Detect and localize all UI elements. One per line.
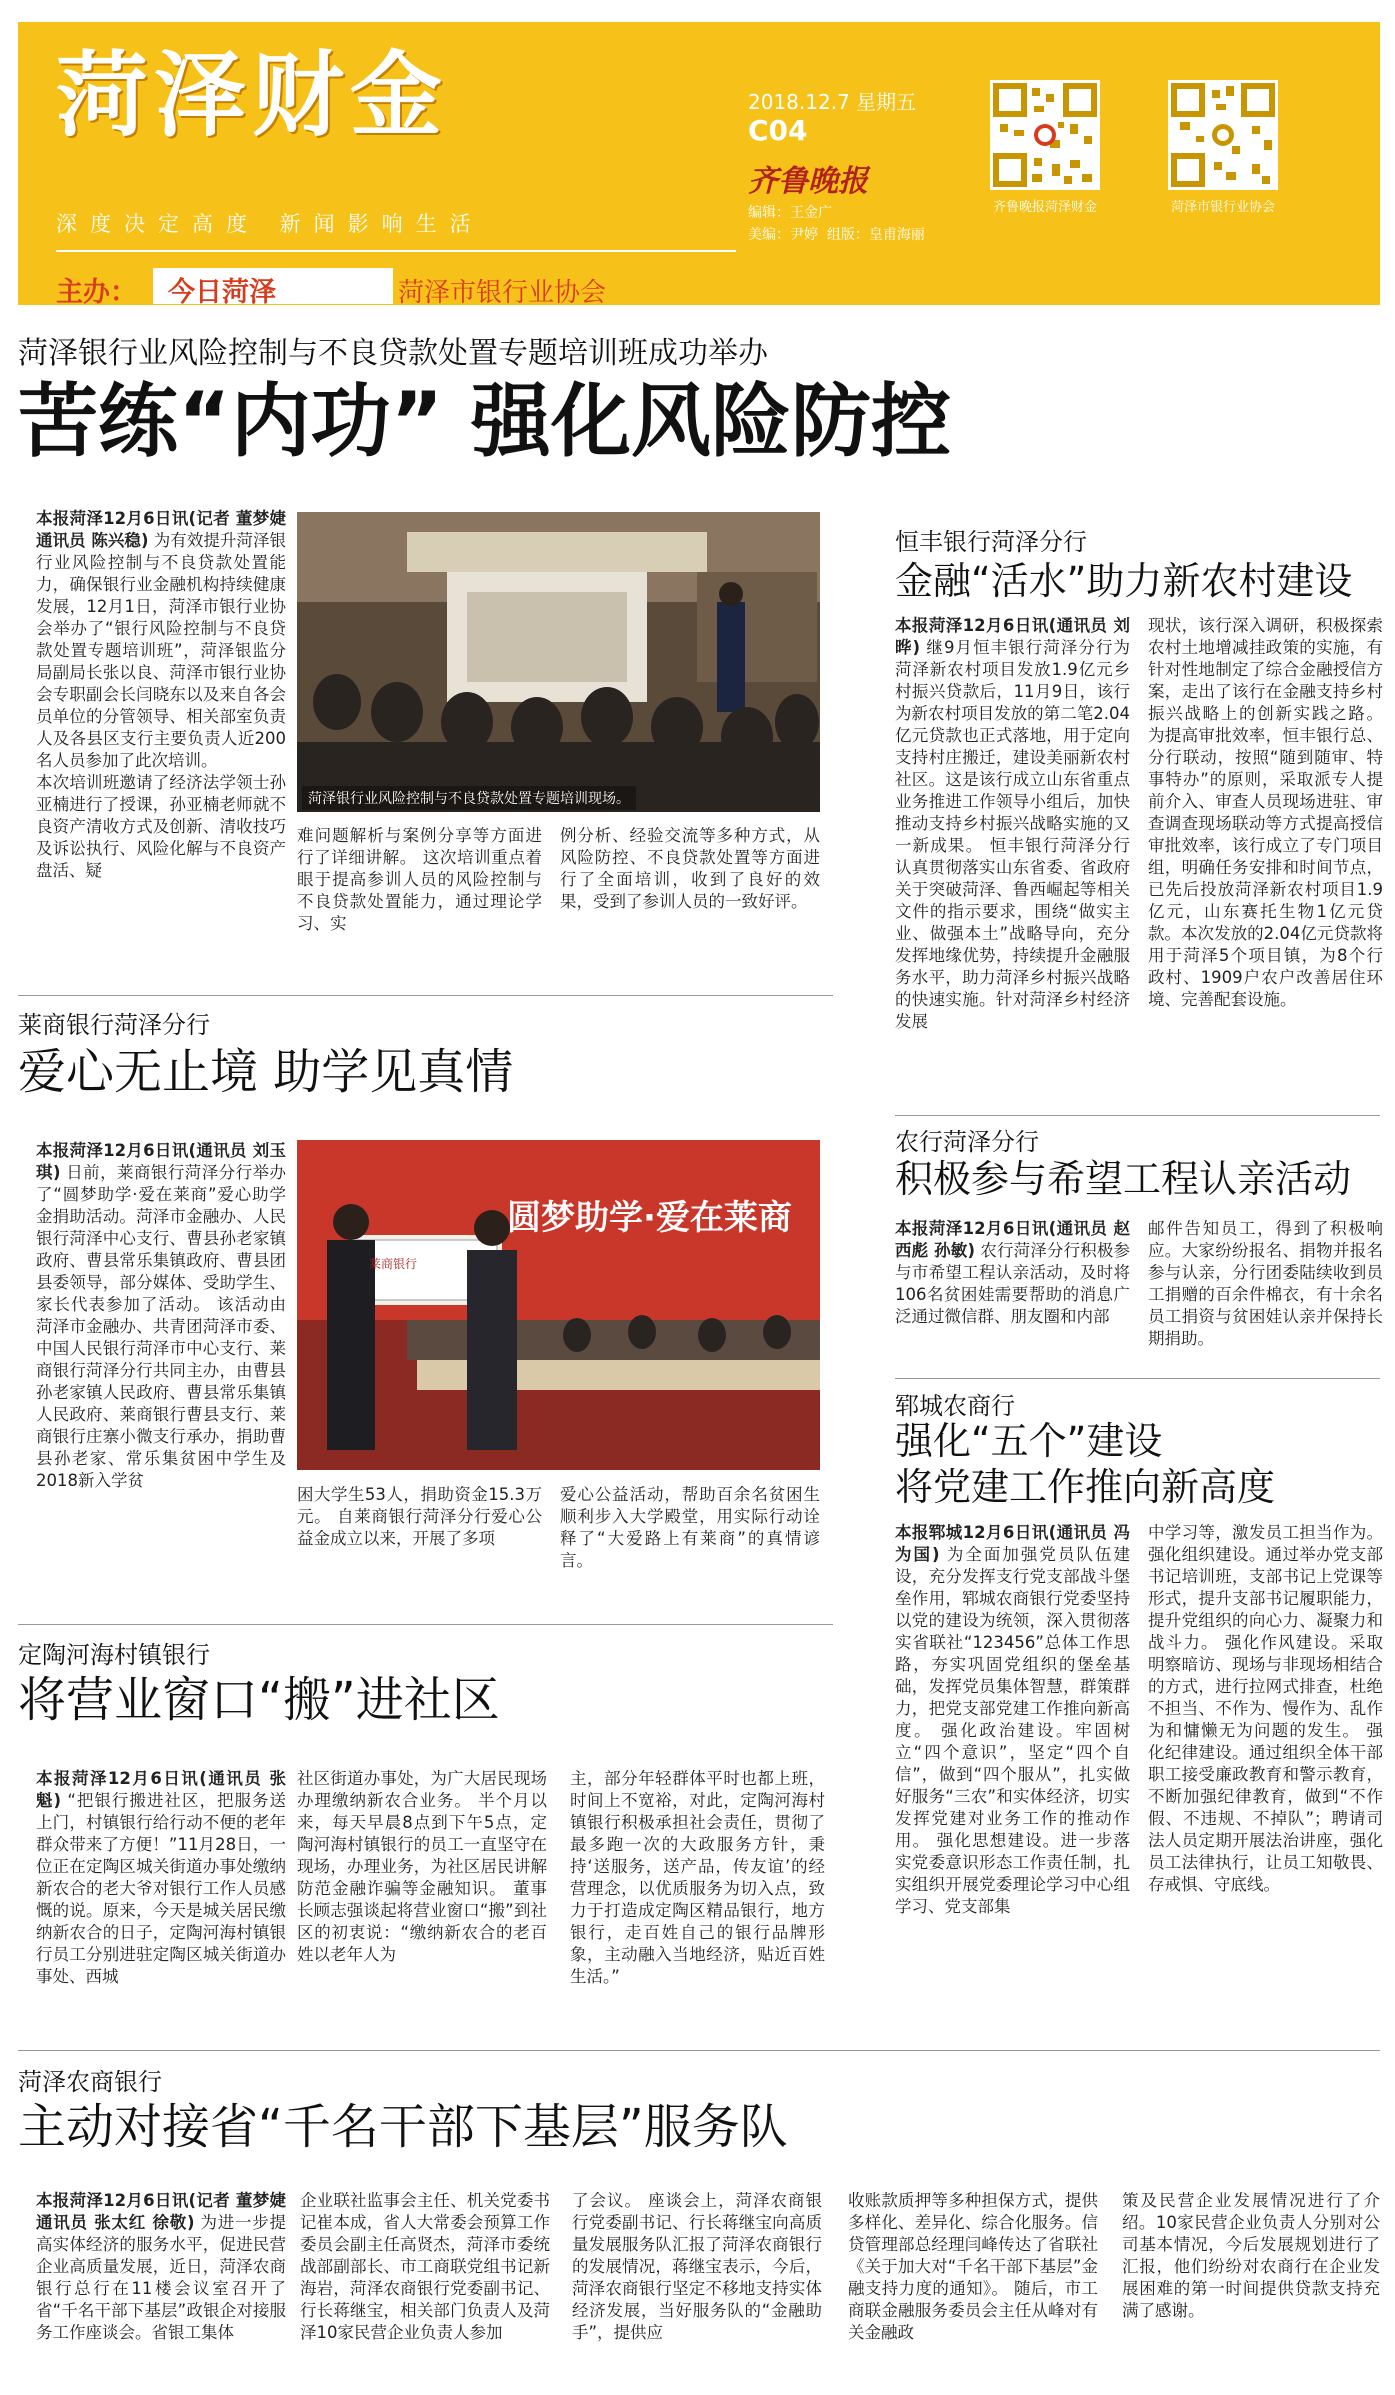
- hengfeng-body-col1: [895, 615, 1130, 1033]
- juncheng-body-col2: 中学习等，激发员工担当作为。 强化组织建设。通过举办党支部书记培训班，支部书记上党课等形式，提升支部书记履职能力，提升党组织的向心力、凝聚力和战斗力。 强化作风建设。采取明察暗访、现场与非现场相结合的方式，进行拉网式排查，杜绝不担当、不作为、慢作为、乱作为和慵懒无为问题的发生。 强化纪律建设。通过组织全体干部职工接受廉政教育和警示教育，不断加强纪律教育，做到“不作假、不违规、不掉队”；聘请司法人员定期开展法治讲座，强化员工法律执行，让员工知敬畏、存戒惧、守底线。: [1148, 1523, 1383, 1894]
- lead-body-2: 本次培训班邀请了经济法学领士孙亚楠进行了授课，孙亚楠老师就不良资产清收方式及创新、清收技巧及诉讼执行、风险化解与不良资产盘活、疑: [36, 773, 286, 880]
- dingtao-body-1: “把银行搬进社区，把服务送上门，村镇银行给行动不便的老年群众带来了方便！”11月28日，一位正在定陶区城关街道办事处缴纳新农合的老大爷对银行工作人员感慨的说。原来，今天是城关居民缴纳新农合的日子，定陶河海村镇银行员工分别进驻定陶区城关街道办事处、西城: [36, 1791, 286, 1986]
- dingtao-body-col3: 主，部分年轻群体平时也都上班，时间上不宽裕，对此，定陶河海村镇银行积极承担社会责任，贯彻了最多跑一次的大政服务方针，秉持‘送服务，送产品，传友谊’的经营理念，以优质服务为切入点，致力于打造成定陶区精品银行，地方银行，走百姓自己的银行品牌形象，主动融入当地经济，贴近百姓生活。”: [570, 1769, 825, 1986]
- juncheng-kicker: 郓城农商行: [895, 1392, 1015, 1420]
- designer-credit: [748, 224, 925, 244]
- laishang-body-col1: [36, 1140, 286, 1492]
- abc-kicker: 农行菏泽分行: [895, 1128, 1039, 1156]
- heze-rcb-body-col2: 企业联社监事会主任、机关党委书记崔本成，省人大常委会预算工作委员会副主任高贤杰，菏泽市委统战部副部长、市工商联党组书记新海岩，菏泽农商银行党委副书记、行长蒋继宝，相关部门负责人及菏泽10家民营企业负责人参加: [300, 2191, 550, 2342]
- proof-name: 组版：皇甫海丽: [826, 227, 925, 243]
- lead-headline: 苦练“内功” 强化风险防控: [18, 375, 952, 468]
- lead-photo: [297, 512, 820, 812]
- laishang-body-col3: 爱心公益活动，帮助百余名贫困生顺利步入大学殿堂，用实际行动诠释了“大爱路上有莱商”的真情谚言。: [560, 1485, 820, 1570]
- designer-name: 美编：尹婷: [748, 227, 818, 243]
- host-label: 主办：: [56, 277, 137, 308]
- lead-body-col2: 难问题解析与案例分享等方面进行了详细讲解。 这次培训重点着眼于提高参训人员的风险控制与不良贷款处置能力，通过理论学习、实: [297, 826, 542, 933]
- laishang-banner-text: 圆梦助学·爱在莱商: [507, 1198, 792, 1238]
- section-divider: [18, 1624, 833, 1625]
- dingtao-body-col1: [36, 1768, 286, 1988]
- heze-rcb-byline: 本报菏泽12月6日讯(记者 董梦婕 通讯员 张太红 徐敬): [36, 2191, 286, 2232]
- masthead-motto: 深度决定高度 新闻影响生活: [56, 212, 484, 236]
- dingtao-headline: 将营业窗口“搬”进社区: [18, 1672, 500, 1728]
- laishang-body-col2: 困大学生53人，捐助资金15.3万元。 自莱商银行菏泽分行爱心公益金成立以来，开展了多项: [297, 1485, 542, 1548]
- abc-body-col2: 邮件告知员工，得到了积极响应。大家纷纷报名、捐物并报名参与认亲，分行团委陆续收到员工捐赠的百余件棉衣，有十余名员工捐资与贫困娃认亲并保持长期捐助。: [1148, 1219, 1383, 1348]
- heze-rcb-headline: 主动对接省“千名干部下基层”服务队: [18, 2099, 788, 2155]
- issue-date: 2018.12.7 星期五: [748, 90, 917, 114]
- abc-byline: 本报菏泽12月6日讯(通讯员 赵西彪 孙敏): [895, 1219, 1130, 1260]
- juncheng-headline-2: 将党建工作推向新高度: [895, 1465, 1276, 1509]
- section-divider: [895, 1115, 1380, 1116]
- qr-code-1[interactable]: [990, 80, 1100, 220]
- qr-caption-2: 菏泽市银行业协会: [1170, 200, 1275, 215]
- lead-byline: 本报菏泽12月6日讯(记者 董梦婕 通讯员 陈兴稳): [36, 509, 286, 550]
- qr-code-icon: [1168, 80, 1278, 190]
- laishang-check-text: 莱商银行: [369, 1257, 418, 1271]
- juncheng-body-col1: [895, 1522, 1130, 1918]
- laishang-headline: 爱心无止境 助学见真情: [18, 1044, 514, 1100]
- editor-credit: 编辑：王金广: [748, 205, 832, 221]
- abc-body-1: 农行菏泽分行积极参与市希望工程认亲活动，及时将106名贫困娃需要帮助的消息广泛通过微信群、朋友圈和内部: [895, 1241, 1130, 1326]
- heze-rcb-body-1: 为进一步提高实体经济的服务水平，促进民营企业高质量发展，近日，菏泽农商银行总行在11楼会议室召开了省“千名干部下基层”政银企对接服务工作座谈会。省银工集体: [36, 2213, 287, 2342]
- dingtao-kicker: 定陶河海村镇银行: [18, 1641, 210, 1669]
- heze-rcb-kicker: 菏泽农商银行: [18, 2068, 162, 2096]
- hengfeng-body-col2: 现状，该行深入调研，积极探索农村土地增减挂政策的实施，有针对性地制定了综合金融授信方案，走出了该行在金融支持乡村振兴战略上的创新实践之路。 为提高审批效率，恒丰银行总、分行联动，按照“随到随审、特事特办”的原则，采取派专人提前介入、审查人员现场进驻、审查调查现场联动等方式提高授信审批效率，该行成立了专门项目组，明确任务安排和时间节点，已先后投放菏泽新农村项目1.9亿元，山东赛托生物1亿元贷款。本次发放的2.04亿元贷款将用于菏泽5个项目镇，为8个行政村、1909户农户改善居住环境、完善配套设施。: [1148, 616, 1383, 1009]
- lead-kicker: 菏泽银行业风险控制与不良贷款处置专题培训班成功举办: [18, 336, 768, 371]
- dingtao-body-col2: 社区街道办事处，为广大居民现场办理缴纳新农合业务。 半个月以来，每天早晨8点到下午5点，定陶河海村镇银行的员工一直坚守在现场，办理业务，为社区居民讲解防范金融诈骗等金融知识。 董事长顾志强谈起将营业窗口“搬”到社区的初衷说：“缴纳新农合的老百姓以老年人为: [297, 1769, 547, 1964]
- lead-body-1: 为有效提升菏泽银行业风险控制与不良贷款处置能力，确保银行业金融机构持续健康发展，12月1日，菏泽市银行业协会举办了“银行风险控制与不良贷款处置专题培训班”，菏泽银监分局副局长张以良、菏泽市银行业协会专职副会长闫晓东以及来自各会员单位的分管领导、相关部室负责人及各县区支行主要负责人近200名人员参加了此次培训。: [36, 531, 286, 770]
- laishang-byline: 本报菏泽12月6日讯(通讯员 刘玉琪): [36, 1141, 286, 1182]
- heze-rcb-body-col5: 策及民营企业发展情况进行了介绍。10家民营企业负责人分别对公司基本情况，今后发展规划进行了汇报，他们纷纷对农商行在企业发展困难的第一时间提供贷款支持充满了感谢。: [1122, 2191, 1380, 2320]
- hengfeng-body-1: 继9月恒丰银行菏泽分行为菏泽新农村项目发放1.9亿元乡村振兴贷款后，11月9日，该行为新农村项目发放的第二笔2.04亿元贷款也正式落地，用于定向支持村庄搬迁，建设美丽新农村社区。这是该行成立山东省重点业务推进工作领导小组后，加快推动支持乡村振兴战略实施的又一新成果。 恒丰银行菏泽分行认真贯彻落实山东省委、省政府关于突破菏泽、鲁西崛起等相关文件的指示要求，围绕“做实主业、做强本土”战略导向，充分发挥地缘优势，持续提升金融服务水平，助力菏泽乡村振兴战略的快速实施。针对菏泽乡村经济发展: [895, 638, 1131, 1031]
- juncheng-headline-1: 强化“五个”建设: [895, 1419, 1163, 1463]
- masthead: [18, 22, 1380, 308]
- laishang-body-1: 日前，莱商银行菏泽分行举办了“圆梦助学·爱在莱商”爱心助学金捐助活动。菏泽市金融办、人民银行菏泽中心支行、曹县孙老家镇政府、曹县常乐集镇政府、曹县团县委领导，部分媒体、受助学生、家长代表参加了活动。 该活动由菏泽市金融办、共青团菏泽市委、中国人民银行菏泽市中心支行、莱商银行菏泽分行共同主办，由曹县孙老家镇人民政府、曹县常乐集镇人民政府、莱商银行曹县支行、莱商银行庄寨小微支行承办，捐助曹县孙老家、常乐集贫困中学生及2018新入学贫: [36, 1163, 287, 1490]
- paper-logo: 齐鲁晚报: [748, 164, 868, 199]
- masthead-divider: [56, 250, 736, 252]
- juncheng-byline: 本报郓城12月6日讯(通讯员 冯为国): [895, 1523, 1130, 1564]
- heze-rcb-body-col1: [36, 2190, 286, 2344]
- masthead-title: 菏泽财金: [56, 42, 449, 149]
- lead-body-col3: 例分析、经验交流等多种方式，从风险防控、不良贷款处置等方面进行了全面培训，收到了良好的效果，受到了参训人员的一致好评。: [560, 826, 820, 911]
- section-divider: [895, 1378, 1380, 1379]
- lead-photo-caption: 菏泽银行业风险控制与不良贷款处置专题培训现场。: [302, 786, 636, 810]
- qr-code-2[interactable]: [1168, 80, 1278, 220]
- section-divider: [18, 2050, 1380, 2051]
- heze-rcb-body-col4: 收账款质押等多种担保方式，提供多样化、差异化、综合化服务。信贷管理部总经理闫峰传达了省联社《关于加大对“千名干部下基层”金融支持力度的通知》。 随后，市工商联金融服务委员会主任从峰对有关金融政: [848, 2191, 1098, 2342]
- abc-headline: 积极参与希望工程认亲活动: [895, 1157, 1352, 1201]
- laishang-photo: [297, 1140, 820, 1470]
- hengfeng-kicker: 恒丰银行菏泽分行: [895, 528, 1087, 556]
- host-today-heze: 今日菏泽: [168, 277, 276, 308]
- abc-body-col1: [895, 1218, 1130, 1328]
- dingtao-byline: 本报菏泽12月6日讯(通讯员 张魁): [36, 1769, 286, 1810]
- qr-caption-1: 齐鲁晚报菏泽财金: [992, 200, 1097, 215]
- laishang-kicker: 莱商银行菏泽分行: [18, 1011, 210, 1039]
- lead-body-col1: [36, 508, 286, 882]
- qr-code-icon: [990, 80, 1100, 190]
- section-divider: [18, 995, 833, 996]
- heze-rcb-body-col3: 了会议。 座谈会上，菏泽农商银行党委副书记、行长蒋继宝向高质量发展服务队汇报了菏泽农商银行的发展情况，蒋继宝表示，今后，菏泽农商银行坚定不移地支持实体经济发展，当好服务队的“金融助手”，提供应: [572, 2191, 822, 2342]
- hengfeng-headline: 金融“活水”助力新农村建设: [895, 559, 1353, 603]
- host-bank-association: 菏泽市银行业协会: [398, 278, 607, 308]
- page-number: C04: [748, 114, 808, 147]
- hengfeng-byline: 本报菏泽12月6日讯(通讯员 刘晔): [895, 616, 1130, 657]
- juncheng-body-1: 为全面加强党员队伍建设，充分发挥支行党支部战斗堡垒作用，郓城农商银行党委坚持以党的建设为统领，深入贯彻落实省联社“123456”总体工作思路，夯实巩固党组织的堡垒基础，发挥党员集体智慧，群策群力，把党支部党建工作推向新高度。 强化政治建设。牢固树立“四个意识”，坚定“四个自信”，做到“四个服从”，扎实做好服务“三农”和实体经济，切实发挥党建对业务工作的推动作用。 强化思想建设。进一步落实党委意识形态工作责任制，扎实组织开展党委理论学习中心组学习、党支部集: [895, 1545, 1130, 1916]
